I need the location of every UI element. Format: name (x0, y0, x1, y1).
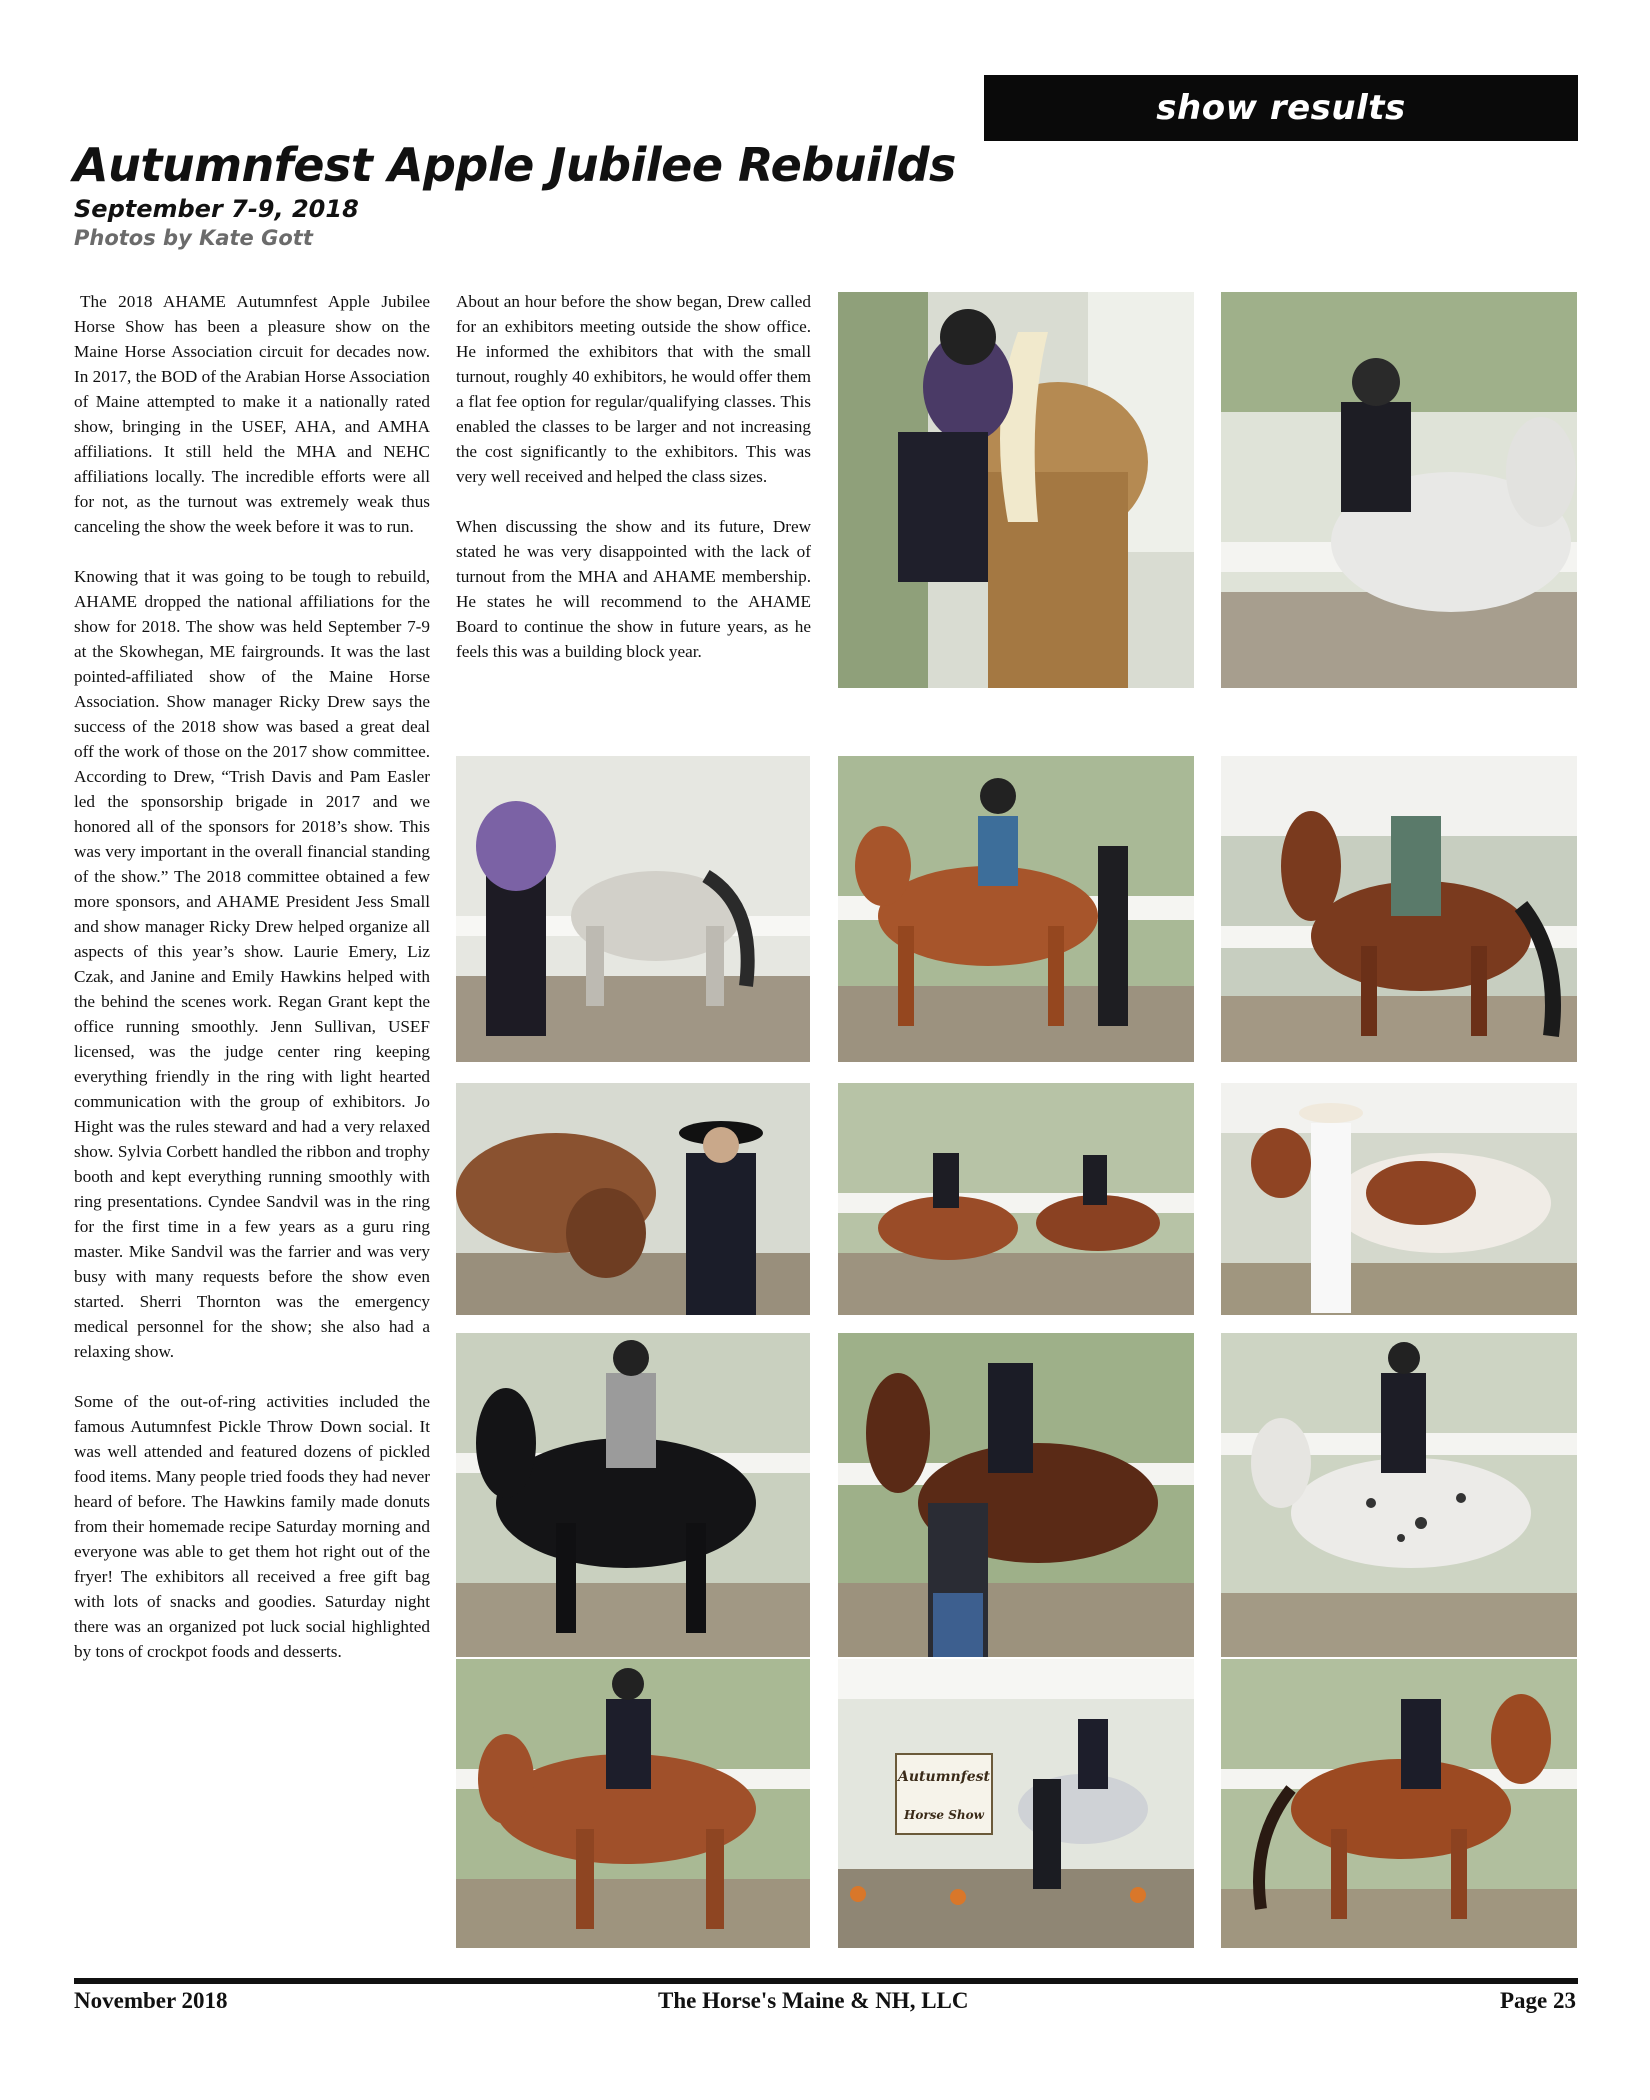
paragraph: Knowing that it was going to be tough to rebuild, AHAME dropped the national affiliations for the show for 2018. The show was held September 7-9 at the Skowhegan, ME fairgrounds. It was the last pointed-affiliated show of the Maine Horse Association. Show manager Ricky Drew says the success of the 2018 show was based a great deal off the work of those on the 2017 show committee. According to Drew, “Trish Davis and Pam Easler led the sponsorship brigade in 2017 and we honored all of the sponsors for 2018’s show. This was very important in the overall financial standing of the show.” The 2018 committee obtained a few more sponsors, and AHAME President Jess Small and show manager Ricky Drew helped organize all aspects of this year’s show. Laurie Emery, Liz Czak, and Janine and Emily Hawkins helped with the behind the scenes work. Regan Grant kept the office running smoothly. Jenn Sullivan, USEF licensed, was the judge center ring keeping everything friendly in the ring with light hearted communication with the group of exhibitors. Jo Hight was the rules steward and had a very relaxed show. Sylvia Corbett handled the ribbon and trophy booth and kept everything running smoothly with ring presentations. Cyndee Sandvil was in the ring for the first time in a few years as a guru ring master. Mike Sandvil was the farrier and was very busy with many requests before the show even started. Sherri Thornton was the emergency medical personnel for the show; she also had a relaxing show. (74, 567, 430, 1361)
sign-title: Autumnfest (898, 1769, 990, 1785)
section-banner (984, 75, 1578, 141)
photo-saddle-seat-rider (1221, 756, 1577, 1062)
article-column-1 (74, 289, 430, 1689)
photo-child-chestnut-horse (838, 756, 1194, 1062)
photo-credit: Photos by Kate Gott (74, 226, 313, 250)
footer-publisher: The Horse's Maine & NH, LLC (658, 1988, 969, 2013)
article-title: Autumnfest Apple Jubilee Rebuilds (73, 138, 956, 192)
photo-handler-tall-horse (838, 1333, 1194, 1657)
paragraph: About an hour before the show began, Drew called for an exhibitors meeting outside the show office. He informed the exhibitors that with the small turnout, roughly 40 exhibitors, he would offer them a flat fee option for regular/qualifying classes. This enabled the classes to be larger and not increasing the cost significantly to the exhibitors. This was very well received and helped the class sizes. (456, 292, 811, 486)
photo-chestnut-hunter-rider (456, 1659, 810, 1948)
photo-miniature-horse-handler (456, 756, 810, 1062)
photo-paint-horse-handler (1221, 1083, 1577, 1315)
footer-rule (74, 1978, 1578, 1984)
photo-saddle-seat-chestnut (1221, 1659, 1577, 1948)
photo-black-horse-rider (456, 1333, 810, 1657)
footer-date: November 2018 (74, 1988, 228, 2013)
footer-page-number: Page 23 (1499, 1988, 1576, 2013)
photo-show-sign-grey-horse (838, 1659, 1194, 1948)
article-dates: September 7-9, 2018 (74, 195, 359, 223)
paragraph: The 2018 AHAME Autumnfest Apple Jubilee Horse Show has been a pleasure show on the Maine Horse Association circuit for decades now. In 2017, the BOD of the Arabian Horse Association of Maine attempted to make it a nationally rated show, bringing in the USEF, AHA, and AMHA affiliations. It still held the MHA and NEHC affiliations locally. The incredible efforts were all for not, as the turnout was extremely weak thus canceling the show the week before it was to run. (74, 292, 430, 536)
section-label: show results (1156, 88, 1406, 128)
paragraph: Some of the out-of-ring activities included the famous Autumnfest Pickle Throw Down social. It was well attended and featured dozens of pickled food items. Many people tried foods they had never heard of before. The Hawkins family made donuts from their homemade recipe Saturday morning and everyone was able to get them hot right out of the fryer! The exhibitors all received a free gift bag with lots of snacks and goodies. Saturday night there was an organized pot luck social highlighted by tons of crockpot foods and desserts. (74, 1392, 430, 1661)
photo-appaloosa-rider (1221, 1333, 1577, 1657)
photo-two-riders-arena (838, 1083, 1194, 1315)
paragraph: When discussing the show and its future, Drew stated he was very disappointed with the lack of turnout from the MHA and AHAME membership. He states he will recommend to the AHAME Board to continue the show in future years, as he feels this was a building block year. (456, 517, 811, 661)
photo-rider-grey-arabian (1221, 292, 1577, 688)
article-column-2 (456, 289, 811, 689)
photo-handler-cowboy-hat (456, 1083, 810, 1315)
sign-subtitle: Horse Show (904, 1808, 984, 1822)
photo-child-palomino-pony (838, 292, 1194, 688)
